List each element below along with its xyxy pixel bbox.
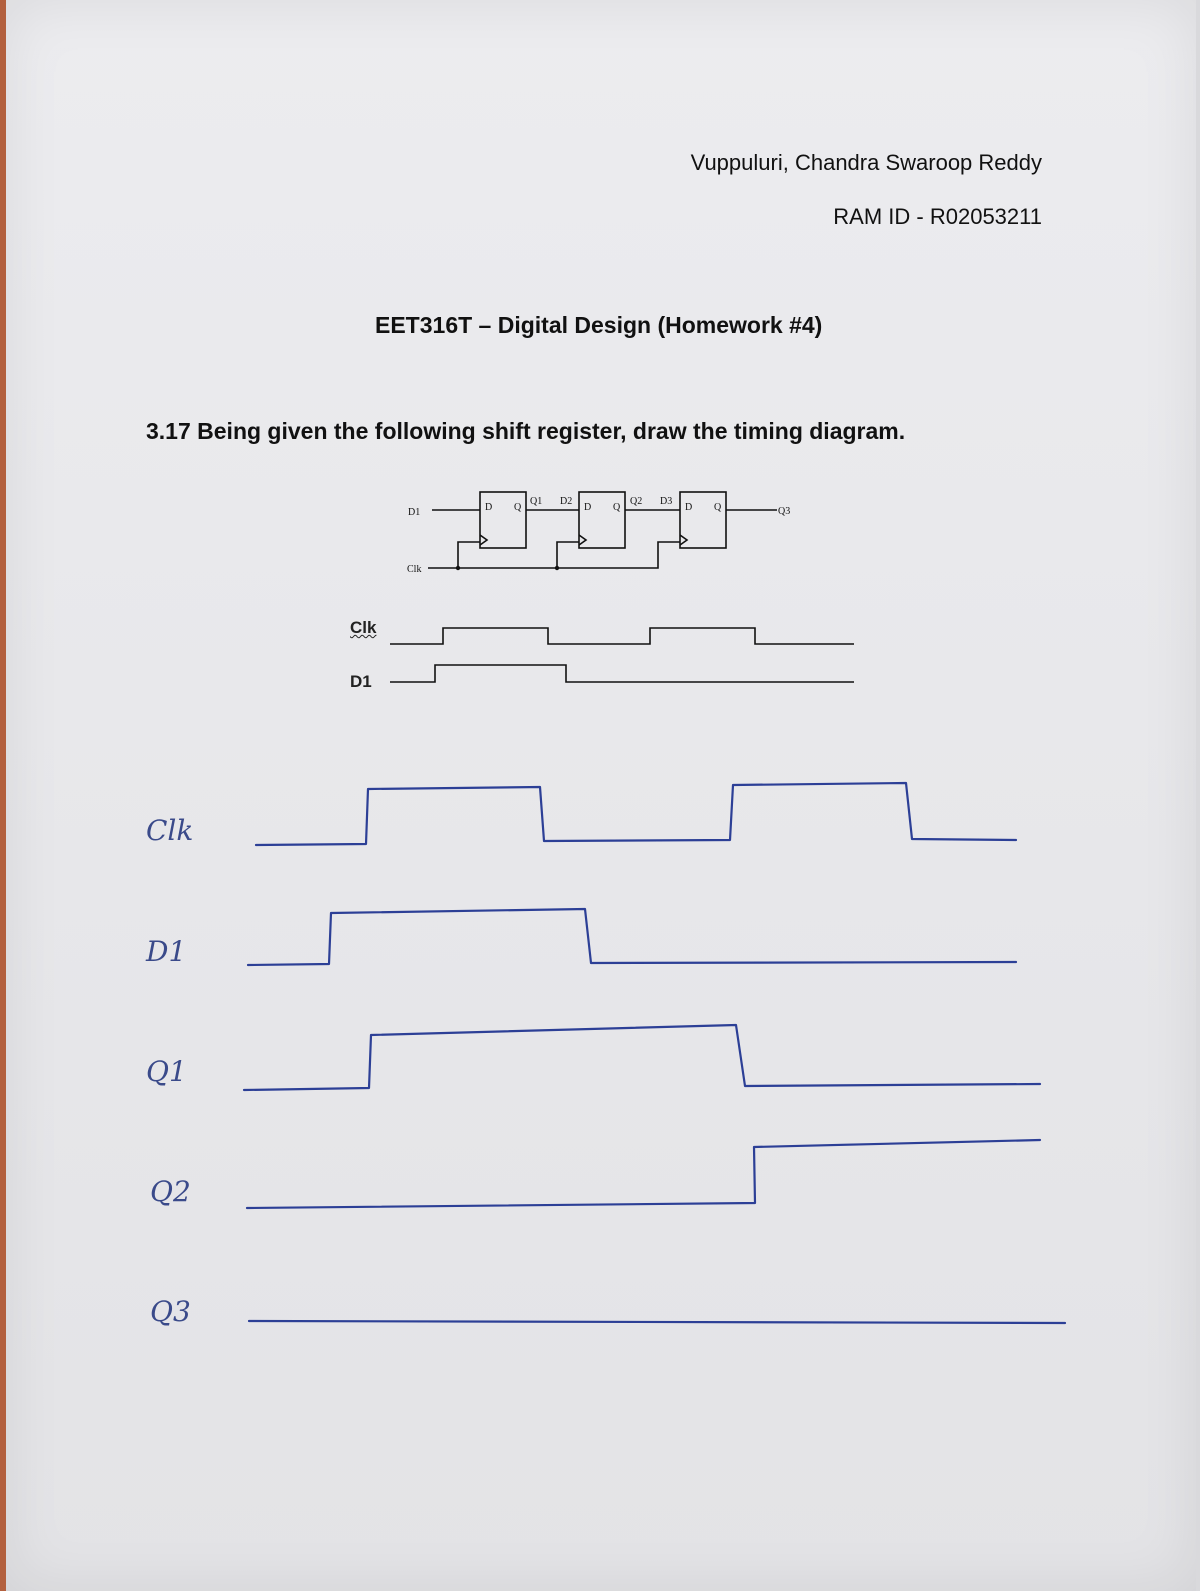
question-text: 3.17 Being given the following shift register, draw the timing diagram. [146, 418, 906, 444]
answer-q3-waveform [249, 1321, 1065, 1323]
answer-q1-label: Q1 [146, 1055, 187, 1088]
ff3-d-pin: D [685, 502, 693, 513]
link-label-d2: D2 [560, 496, 573, 507]
clock-junction-1 [456, 566, 460, 570]
student-name: Vuppuluri, Chandra Swaroop Reddy [690, 150, 1042, 175]
answer-q1-waveform [244, 1025, 1040, 1090]
answer-clk-waveform [256, 783, 1016, 845]
answer-q2-waveform [247, 1140, 1040, 1208]
answer-q3-label: Q3 [150, 1295, 191, 1328]
circuit-clock-label: Clk [407, 564, 422, 575]
clock-edge-marker-3 [680, 535, 687, 545]
link-label-q1: Q1 [530, 496, 543, 507]
given-clk-waveform [390, 628, 854, 644]
circuit-input-label: D1 [408, 507, 421, 518]
circuit-output-label: Q3 [778, 506, 791, 517]
clock-tap-1 [458, 542, 480, 568]
link-label-q2: Q2 [630, 496, 643, 507]
given-clk-label: Clk [350, 618, 377, 637]
link-label-d3: D3 [660, 496, 673, 507]
answer-d1-waveform [248, 909, 1016, 965]
ff1-q-pin: Q [514, 502, 522, 513]
clock-tap-2 [557, 542, 579, 568]
homework-title: EET316T – Digital Design (Homework #4) [375, 312, 823, 338]
answer-d1-label: D1 [146, 935, 187, 968]
answer-q2-label: Q2 [150, 1175, 191, 1208]
ff3-q-pin: Q [714, 502, 722, 513]
ff2-q-pin: Q [613, 502, 621, 513]
given-d1-waveform [390, 665, 854, 682]
clock-bus [428, 542, 680, 568]
ram-id: RAM ID - R02053211 [833, 204, 1042, 229]
ff2-d-pin: D [584, 502, 592, 513]
clock-edge-marker-2 [579, 535, 586, 545]
answer-clk-label: Clk [146, 814, 194, 847]
clock-junction-2 [555, 566, 559, 570]
clock-edge-marker-1 [480, 535, 487, 545]
ff1-d-pin: D [485, 502, 493, 513]
given-d1-label: D1 [350, 672, 372, 691]
